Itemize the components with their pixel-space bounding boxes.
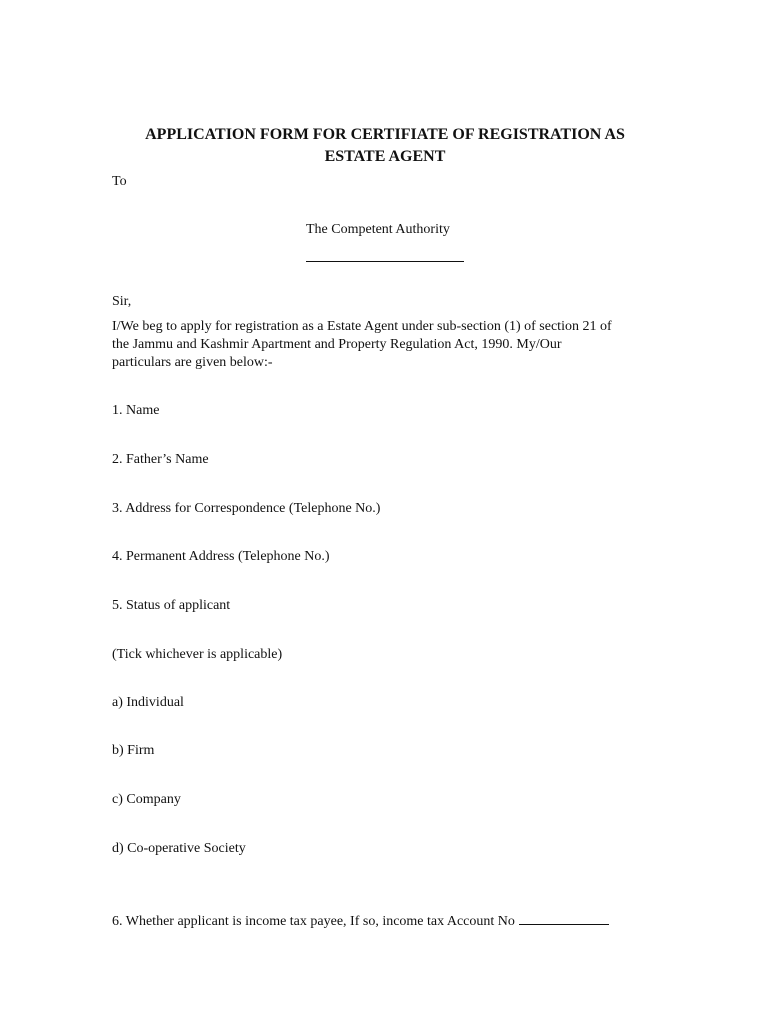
- field-father-name-label: 2. Father’s Name: [112, 452, 209, 467]
- field-status-label: 5. Status of applicant: [112, 598, 231, 613]
- authority-blank-line: [306, 261, 464, 262]
- status-option-individual: a) Individual: [112, 695, 184, 710]
- status-option-cooperative-society: d) Co-operative Society: [112, 841, 246, 856]
- salutation: Sir,: [112, 294, 132, 309]
- field-name-label: 1. Name: [112, 403, 160, 418]
- intro-paragraph: [112, 318, 672, 372]
- form-title-line-2: ESTATE AGENT: [324, 148, 446, 165]
- field-permanent-address-label: 4. Permanent Address (Telephone No.): [112, 549, 330, 564]
- addressee-authority: The Competent Authority: [306, 222, 450, 237]
- status-option-company: c) Company: [112, 792, 181, 807]
- tick-instruction: (Tick whichever is applicable): [112, 647, 283, 662]
- form-title-line-1: APPLICATION FORM FOR CERTIFIATE OF REGISTRATION AS: [145, 126, 625, 143]
- field-income-tax-label: 6. Whether applicant is income tax payee, If so, income tax Account No: [112, 914, 515, 929]
- income-tax-account-blank: [519, 912, 609, 925]
- status-option-firm: b) Firm: [112, 743, 155, 758]
- addressee-to: To: [112, 174, 127, 189]
- intro-line-2: the Jammu and Kashmir Apartment and Property Regulation Act, 1990. My/Our: [112, 337, 562, 352]
- field-income-tax: [112, 912, 609, 931]
- intro-line-1: I/We beg to apply for registration as a Estate Agent under sub-section (1) of section 21 of: [112, 319, 612, 334]
- field-correspondence-address-label: 3. Address for Correspondence (Telephone No.): [112, 501, 381, 516]
- intro-line-3: particulars are given below:-: [112, 355, 273, 370]
